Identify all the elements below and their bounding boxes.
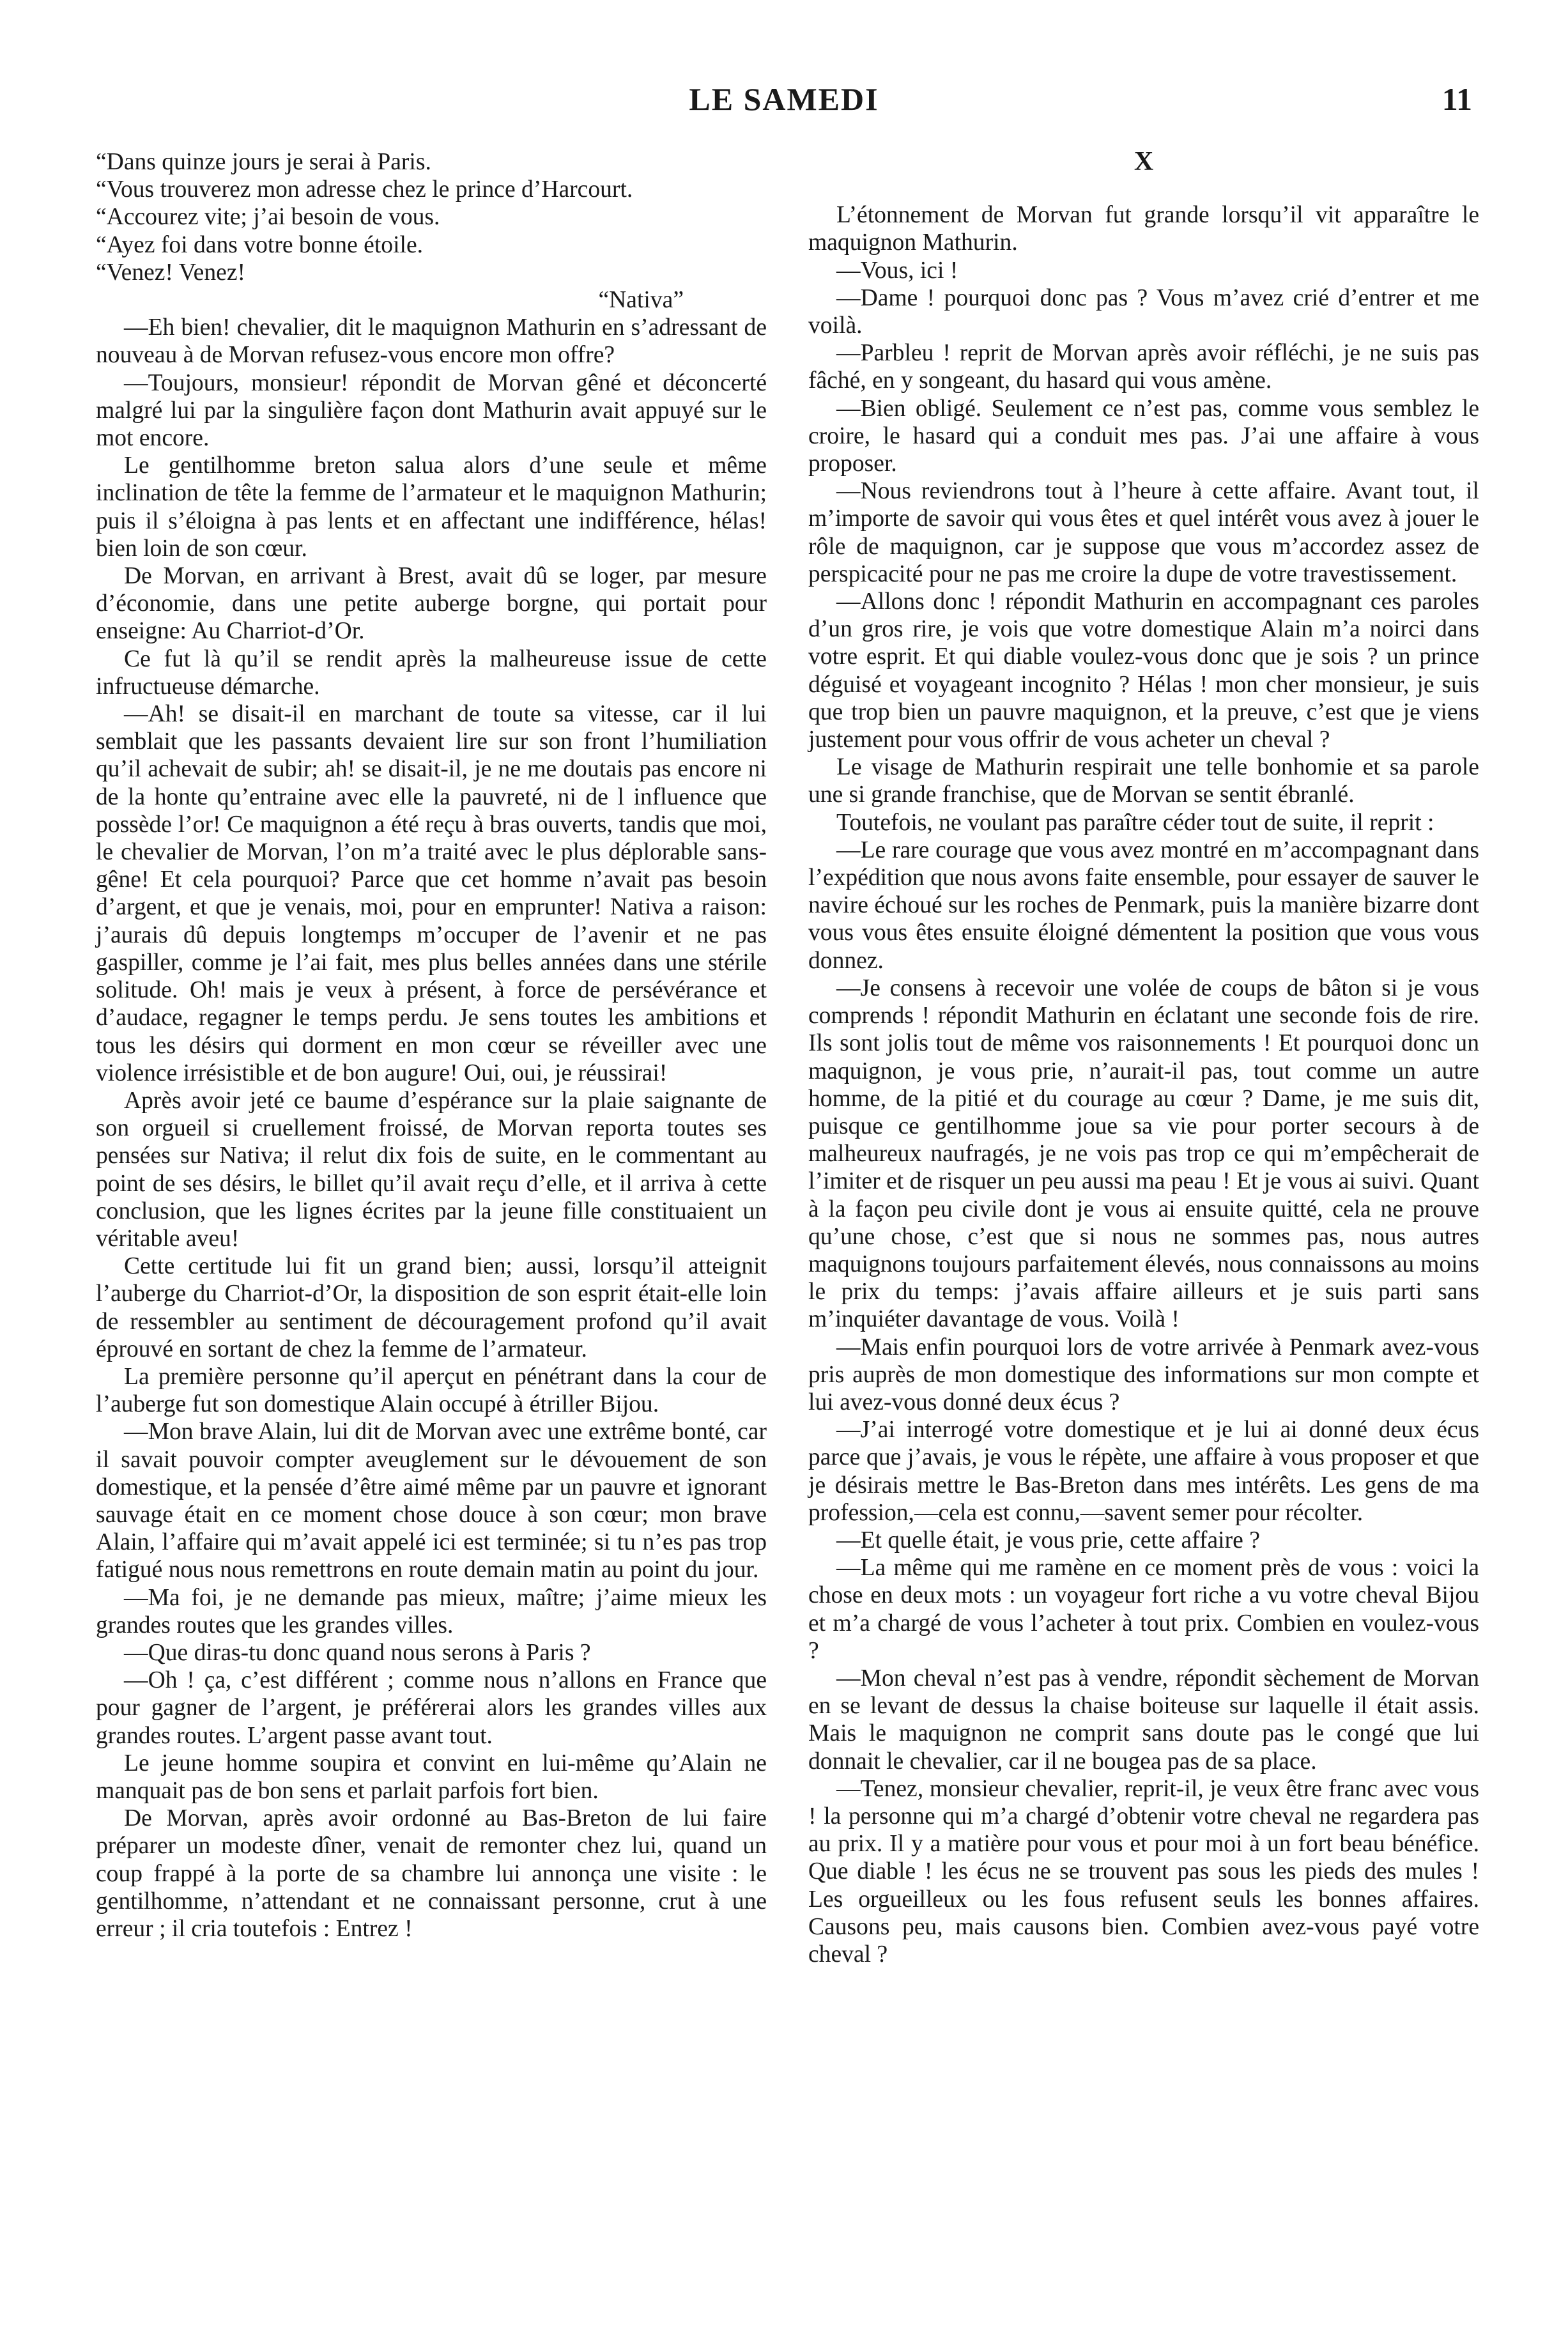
journal-title: LE SAMEDI bbox=[689, 81, 879, 117]
paragraph: Le visage de Mathurin respirait une telle bonhomie et sa parole une si grande franchise, que de Morvan se sentit ébranlé. bbox=[808, 754, 1479, 808]
paragraph: —Je consens à recevoir une volée de coups de bâton si je vous comprends ! répondit Mathurin en éclatant une seconde fois de rire. Ils sont jolis tout de même vos raisonnements ! Et pourquoi donc un maquignon, je vous prie, n’aurait-il pas, tout comme un autre homme, de la pitié et du courage au cœur ? Dame, je me suis dit, puisque ce gentilhomme joue sa vie pour porter secours à de malheureux naufragés, je ne vois pas trop ce qui m’empêcherait de l’imiter et de risquer un peu aussi ma peau ! Et je vous ai suivi. Quant à la façon peu civile dont je vous ai ensuite quitté, cela ne prouve qu’une chose, c’est que si nous ne sommes pas, nous autres maquignons toujours parfaitement élevés, nous connaissons au moins le prix du temps: j’avais affaire ailleurs et je suis parti sans m’inquiéter davantage de vous. Voilà ! bbox=[808, 974, 1479, 1333]
paragraph: Toutefois, ne voulant pas paraître céder tout de suite, il reprit : bbox=[836, 809, 1434, 836]
paragraph: —Ma foi, je ne demande pas mieux, maître; j’aime mieux les grandes routes que les grandes villes. bbox=[96, 1584, 767, 1638]
paragraph: —Et quelle était, je vous prie, cette affaire ? bbox=[836, 1527, 1260, 1553]
page-header bbox=[0, 81, 1568, 132]
paragraph: —Que diras-tu donc quand nous serons à Paris ? bbox=[124, 1639, 591, 1666]
letter-line: “Dans quinze jours je serai à Paris. bbox=[96, 149, 431, 175]
paragraph: —Parbleu ! reprit de Morvan après avoir réfléchi, je ne suis pas fâché, en y songeant, du hasard qui vous amène. bbox=[808, 340, 1479, 394]
letter-line: “Venez! Venez! bbox=[96, 259, 246, 286]
paragraph: De Morvan, après avoir ordonné au Bas-Breton de lui faire préparer un modeste dîner, venait de remonter chez lui, quand un coup frappé à la porte de sa chambre lui annonça une visite : le gentilhomme, n’attendant et ne connaissant personne, crut à une erreur ; il cria toutefois : Entrez ! bbox=[96, 1805, 767, 1942]
right-column bbox=[808, 148, 1479, 1968]
paragraph: Après avoir jeté ce baume d’espérance sur la plaie saignante de son orgueil si cruellement froissé, de Morvan reporta toutes ses pensées sur Nativa; il relut dix fois de suite, en le commentant au point de ses désirs, le billet qu’il avait reçu d’elle, et il arriva à cette conclusion, que les lignes écrites par la jeune fille constituaient un véritable aveu! bbox=[96, 1087, 767, 1252]
paragraph: —Allons donc ! répondit Mathurin en accompagnant ces paroles d’un gros rire, je vois que votre domestique Alain m’a noirci dans votre esprit. Et qui diable voulez-vous donc que je sois ? un prince déguisé et voyageant incognito ? Hélas ! mon cher monsieur, je suis que trop bien un pauvre maquignon, et la preuve, c’est que je viens justement pour vous offrir de vous acheter un cheval ? bbox=[808, 589, 1479, 753]
paragraph: —La même qui me ramène en ce moment près de vous : voici la chose en deux mots : un voyageur fort riche a vu votre cheval Bijou et m’a chargé de vous l’acheter à tout prix. Combien en voulez-vous ? bbox=[808, 1555, 1479, 1664]
paragraph: —Nous reviendrons tout à l’heure à cette affaire. Avant tout, il m’importe de savoir qui vous êtes et quel intérêt vous avez à jouer le rôle de maquignon, car je suppose que vous m’accordez assez de perspicacité pour ne pas me croire la dupe de votre travestissement. bbox=[808, 478, 1479, 587]
paragraph: Le jeune homme soupira et convint en lui-même qu’Alain ne manquait pas de bon sens et parlait parfois fort bien. bbox=[96, 1750, 767, 1804]
letter-line: “Ayez foi dans votre bonne étoile. bbox=[96, 231, 424, 258]
paragraph: —Mon brave Alain, lui dit de Morvan avec une extrême bonté, car il savait pouvoir compter aveuglement sur le dévouement de son domestique, et la pensée d’être aimé même par un pauvre et ignorant sauvage était en ce moment chose douce à son cœur; mon brave Alain, l’affaire qui m’avait appelé ici est terminée; si tu n’es pas trop fatigué nous nous remettrons en route demain matin au point du jour. bbox=[96, 1419, 767, 1583]
paragraph: —Mais enfin pourquoi lors de votre arrivée à Penmark avez-vous pris auprès de mon domestique des informations sur mon compte et lui avez-vous donné deux écus ? bbox=[808, 1334, 1479, 1415]
letter-signature: “Nativa” bbox=[598, 287, 684, 314]
paragraph: —Vous, ici ! bbox=[836, 257, 958, 284]
paragraph: La première personne qu’il aperçut en pénétrant dans la cour de l’auberge fut son domestique Alain occupé à étriller Bijou. bbox=[96, 1363, 767, 1418]
page-number: 11 bbox=[1441, 81, 1472, 117]
paragraph: —J’ai interrogé votre domestique et je lui ai donné deux écus parce que j’avais, je vous le répète, une affaire à vous proposer et que je désirais mettre le Bas-Breton dans mes intérêts. Les gens de ma profession,—cela est connu,—savent semer pour récolter. bbox=[808, 1417, 1479, 1526]
paragraph: —Bien obligé. Seulement ce n’est pas, comme vous semblez le croire, le hasard qui a conduit mes pas. J’ai une affaire à vous proposer. bbox=[808, 395, 1479, 477]
paragraph: Ce fut là qu’il se rendit après la malheureuse issue de cette infructueuse démarche. bbox=[96, 645, 767, 700]
paragraph: —Tenez, monsieur chevalier, reprit-il, je veux être franc avec vous ! la personne qui m’a chargé d’obtenir votre cheval ne regardera pas au prix. Il y a matière pour vous et pour moi à un fort beau bénéfice. Que diable ! les écus ne se trouvent pas sous les pieds des mules ! Les orgueilleux ou les fous refusent seuls les bonnes affaires. Causons peu, mais causons bien. Combien avez-vous payé votre cheval ? bbox=[808, 1775, 1479, 1968]
paragraph: —Dame ! pourquoi donc pas ? Vous m’avez crié d’entrer et me voilà. bbox=[808, 284, 1479, 339]
paragraph: De Morvan, en arrivant à Brest, avait dû se loger, par mesure d’économie, dans une petite auberge borgne, qui portait pour enseigne: Au Charriot-d’Or. bbox=[96, 563, 767, 645]
chapter-heading: X bbox=[1134, 147, 1154, 176]
paragraph: —Ah! se disait-il en marchant de toute sa vitesse, car il lui semblait que les passants devaient lire sur son front l’humiliation qu’il achevait de subir; ah! se disait-il, je ne me doutais pas encore ni de la honte qu’entraine avec elle la pauvreté, ni de l influence que possède l’or! Ce maquignon a été reçu à bras ouverts, tandis que moi, le chevalier de Morvan, l’on m’a traité avec le plus déplorable sans-gêne! Et cela pourquoi? Parce que cet homme n’avait pas besoin d’argent, et que je venais, moi, pour en emprunter! Nativa a raison: j’aurais dû depuis longtemps m’occuper de l’avenir et ne pas gaspiller, comme je l’ai fait, mes plus belles années dans une stérile solitude. Oh! mais je veux à présent, à force de persévérance et d’audace, regagner le temps perdu. Je sens toutes les ambitions et tous les désirs qui dorment en mon cœur se réveiller avec une violence irrésistible et de bon augure! Oui, oui, je réussirai! bbox=[96, 701, 767, 1086]
paragraph: Cette certitude lui fit un grand bien; aussi, lorsqu’il atteignit l’auberge du Charriot-d’Or, la disposition de son esprit était-elle loin de ressembler au sentiment de découragement profond qu’il avait éprouvé en sortant de chez la femme de l’armateur. bbox=[96, 1253, 767, 1362]
paragraph: Le gentilhomme breton salua alors d’une seule et même inclination de tête la femme de l’armateur et le maquignon Mathurin; puis il s’éloigna à pas lents et en affectant une indifférence, hélas! bien loin de son cœur. bbox=[96, 452, 767, 562]
paragraph: —Le rare courage que vous avez montré en m’accompagnant dans l’expédition que nous avons faite ensemble, pour essayer de sauver le navire échoué sur les roches de Penmark, puis la manière bizarre dont vous vous êtes ensuite éloigné démentent la position que vous vous donnez. bbox=[808, 836, 1479, 974]
paragraph: L’étonnement de Morvan fut grande lorsqu’il vit apparaître le maquignon Mathurin. bbox=[808, 202, 1479, 256]
paragraph: —Eh bien! chevalier, dit le maquignon Mathurin en s’adressant de nouveau à de Morvan refusez-vous encore mon offre? bbox=[96, 314, 767, 369]
paragraph: —Toujours, monsieur! répondit de Morvan gêné et déconcerté malgré lui par la singulière façon dont Mathurin avait appuyé sur le mot encore. bbox=[96, 369, 767, 452]
letter-line: “Accourez vite; j’ai besoin de vous. bbox=[96, 204, 440, 231]
letter-line: “Vous trouverez mon adresse chez le prince d’Harcourt. bbox=[96, 176, 633, 203]
paragraph: —Mon cheval n’est pas à vendre, répondit sèchement de Morvan en se levant de dessus la chaise boiteuse sur laquelle il était assis. Mais le maquignon ne comprit sans doute pas le congé que lui donnait le chevalier, car il ne bougea pas de sa place. bbox=[808, 1665, 1479, 1775]
paragraph: —Oh ! ça, c’est différent ; comme nous n’allons en France que pour gagner de l’argent, je préférerai alors les grandes villes aux grandes routes. L’argent passe avant tout. bbox=[96, 1667, 767, 1749]
left-column bbox=[96, 148, 767, 1943]
